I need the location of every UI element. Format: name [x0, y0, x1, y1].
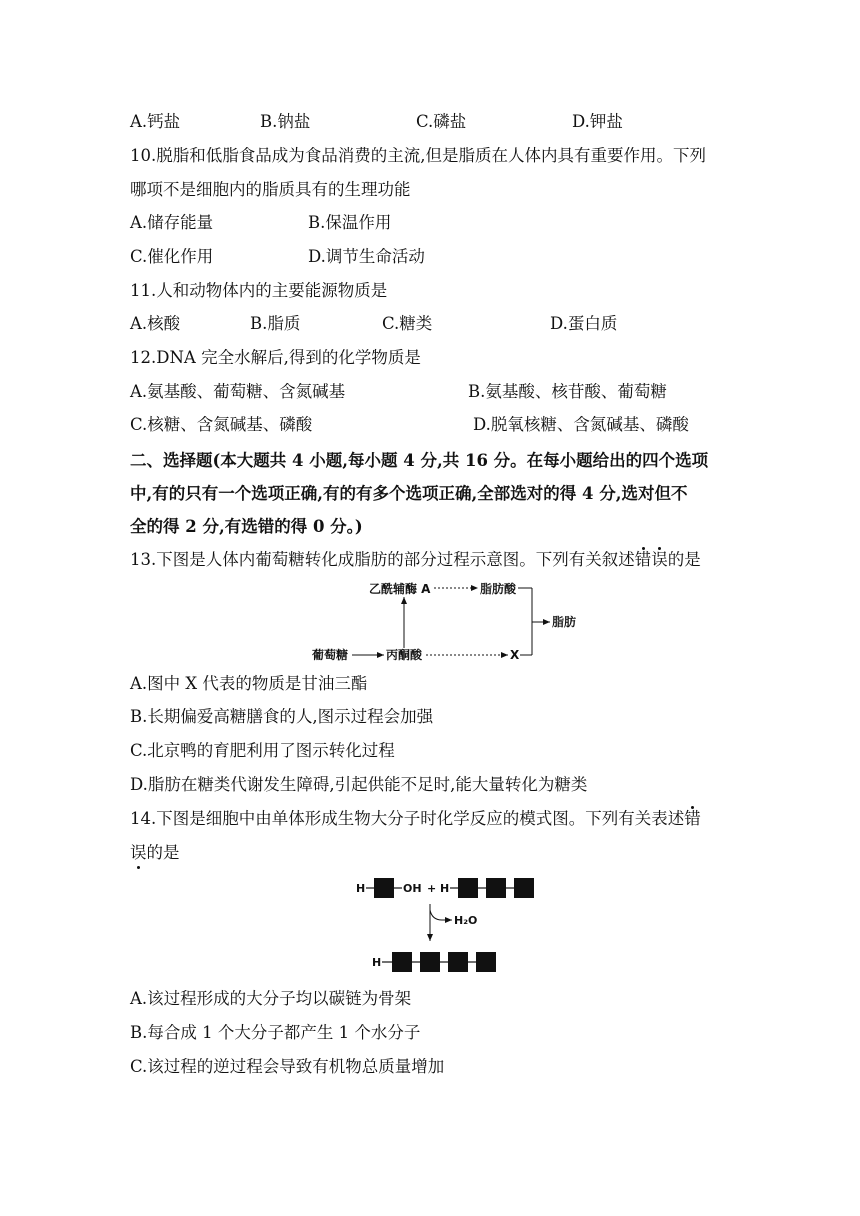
q14-stem-prefix: 14.下图是细胞中由单体形成生物大分子时化学反应的模式图。下列有关表述: [130, 809, 685, 828]
q9-option-a: A.钙盐: [130, 112, 181, 131]
q11-option-c: C.糖类: [382, 314, 433, 333]
q13-option-d: D.脂肪在糖类代谢发生障碍,引起供能不足时,能大量转化为糖类: [130, 775, 588, 794]
q14-option-c: C.该过程的逆过程会导致有机物总质量增加: [130, 1057, 445, 1076]
water-label: H₂O: [454, 914, 478, 927]
q10-option-b: B.保温作用: [308, 213, 392, 232]
q12-stem: 12.DNA 完全水解后,得到的化学物质是: [130, 348, 421, 367]
x-label: X: [510, 648, 520, 662]
q13-option-a: A.图中 X 代表的物质是甘油三酯: [130, 674, 368, 693]
chain-h-label: H: [440, 882, 450, 895]
q13-emphasis-char-2: 误: [651, 550, 668, 569]
glucose-to-fat-diagram: [300, 578, 600, 666]
product-block: [392, 952, 412, 972]
product-block: [448, 952, 468, 972]
acetyl-coa-label: 乙酰辅酶 A: [369, 582, 431, 596]
glucose-label: 葡萄糖: [312, 648, 349, 662]
q11-option-a: A.核酸: [130, 314, 181, 333]
water-release-arrow: [430, 910, 452, 920]
hydroxyl-label: OH: [403, 882, 422, 895]
chain-block: [486, 878, 506, 898]
q13-option-c: C.北京鸭的育肥利用了图示转化过程: [130, 741, 395, 760]
q11-stem: 11.人和动物体内的主要能源物质是: [130, 281, 388, 300]
monomer-h-label: H: [356, 882, 366, 895]
q11-option-d: D.蛋白质: [550, 314, 618, 333]
q14-option-a: A.该过程形成的大分子均以碳链为骨架: [130, 989, 412, 1008]
q13-stem-prefix: 13.下图是人体内葡萄糖转化成脂肪的部分过程示意图。下列有关叙述: [130, 550, 635, 569]
q9-option-c: C.磷盐: [416, 112, 467, 131]
q10-stem-line1: 10.脱脂和低脂食品成为食品消费的主流,但是脂质在人体内具有重要作用。下列: [130, 146, 706, 165]
chain-block: [458, 878, 478, 898]
fatty-acid-label: 脂肪酸: [480, 582, 517, 596]
product-block: [476, 952, 496, 972]
q14-stem-suffix: 的是: [146, 843, 180, 862]
section2-line3: 全的得 2 分,有选错的得 0 分。): [130, 517, 363, 536]
pyruvate-label: 丙酮酸: [386, 648, 423, 662]
q9-option-d: D.钾盐: [572, 112, 623, 131]
plus-sign: +: [427, 882, 437, 895]
q10-option-a: A.储存能量: [130, 213, 214, 232]
q10-option-d: D.调节生命活动: [308, 247, 425, 266]
q14-emphasis-char-2: 误: [130, 843, 147, 862]
q14-option-b: B.每合成 1 个大分子都产生 1 个水分子: [130, 1023, 421, 1042]
q14-stem-line1: [130, 808, 701, 830]
q13-emphasis-char-1: 错: [634, 550, 652, 569]
condensation-reaction-diagram: [350, 874, 550, 978]
q13-option-b: B.长期偏爱高糖膳食的人,图示过程会加强: [130, 707, 434, 726]
q13-stem: [130, 549, 701, 571]
fat-label: 脂肪: [552, 615, 577, 629]
q12-option-a: A.氨基酸、葡萄糖、含氮碱基: [130, 382, 346, 401]
q11-option-b: B.脂质: [250, 314, 301, 333]
section2-line1: 二、选择题(本大题共 4 小题,每小题 4 分,共 16 分。在每小题给出的四个选项: [130, 451, 709, 470]
product-h-label: H: [372, 956, 382, 969]
q13-stem-suffix: 的是: [667, 550, 701, 569]
q10-stem-line2: 哪项不是细胞内的脂质具有的生理功能: [130, 180, 411, 199]
section2-line2: 中,有的只有一个选项正确,有的有多个选项正确,全部选对的得 4 分,选对但不: [130, 484, 688, 503]
q12-option-d: D.脱氧核糖、含氮碱基、磷酸: [473, 415, 689, 434]
q12-option-b: B.氨基酸、核苷酸、葡萄糖: [468, 382, 667, 401]
chain-block: [514, 878, 534, 898]
q14-stem-line2: [130, 842, 180, 864]
product-block: [420, 952, 440, 972]
q9-option-b: B.钠盐: [260, 112, 311, 131]
monomer-block: [374, 878, 394, 898]
q10-option-c: C.催化作用: [130, 247, 214, 266]
q14-emphasis-char-1: 错: [684, 809, 701, 828]
q12-option-c: C.核糖、含氮碱基、磷酸: [130, 415, 313, 434]
